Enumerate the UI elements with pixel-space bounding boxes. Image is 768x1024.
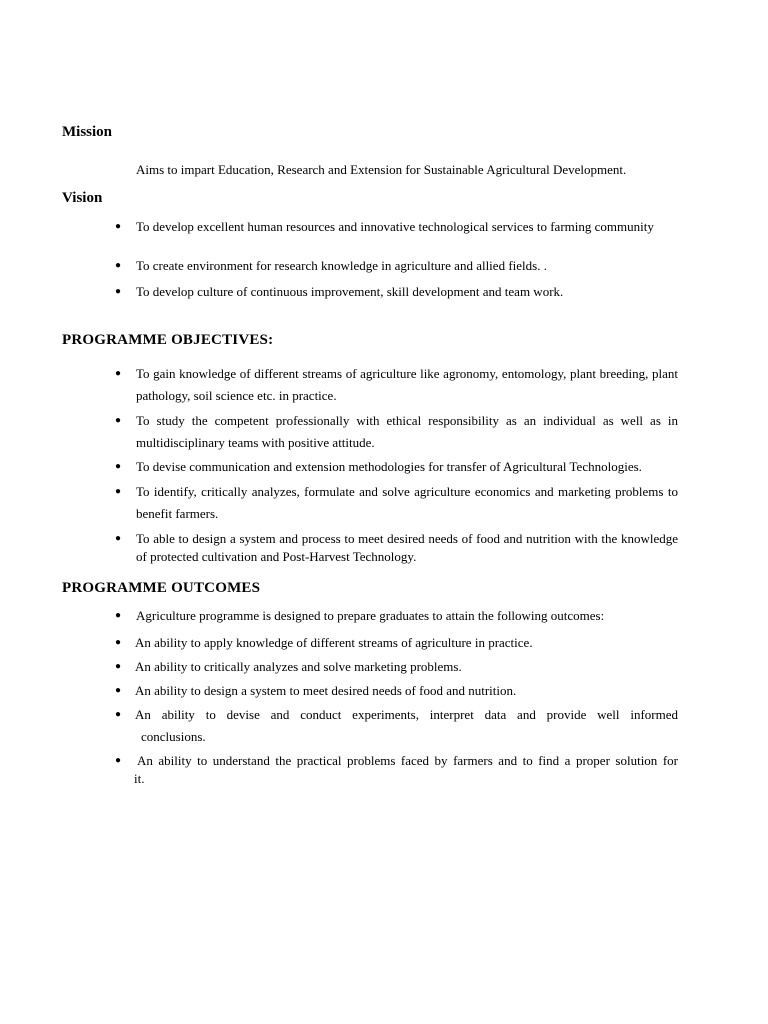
objective-item-text: To identify, critically analyzes, formulate and solve agriculture economics and marketing problems to benefit farmers. — [136, 484, 678, 521]
vision-item — [115, 218, 678, 236]
outcome-item — [115, 752, 678, 770]
outcome-item-text: An ability to critically analyzes and solve marketing problems. — [135, 659, 462, 674]
vision-item — [115, 283, 678, 301]
outcome-item-text: Agriculture programme is designed to prepare graduates to attain the following outcomes: — [136, 608, 605, 623]
vision-heading: Vision — [62, 190, 103, 206]
outcome-item — [115, 607, 678, 625]
mission-text: Aims to impart Education, Research and Extension for Sustainable Agricultural Development. — [136, 162, 627, 177]
bullet-icon: ● — [115, 709, 122, 720]
bullet-icon: ● — [115, 221, 122, 232]
vision-item-text: To develop culture of continuous improvement, skill development and team work. — [136, 284, 564, 299]
bullet-icon: ● — [115, 486, 122, 497]
bullet-icon: ● — [115, 637, 122, 648]
outcome-item — [115, 682, 678, 700]
objective-item — [115, 410, 678, 454]
objective-item — [115, 481, 678, 525]
bullet-icon: ● — [115, 415, 122, 426]
objective-item-text: To able to design a system and process to meet desired needs of food and nutrition with the knowledge of protected cultivation and Post-Harvest Technology. — [136, 531, 678, 564]
outcome-item — [115, 658, 678, 676]
outcome-item-text: An ability to design a system to meet desired needs of food and nutrition. — [135, 683, 517, 698]
vision-item-text: To create environment for research knowledge in agriculture and allied fields. . — [136, 258, 547, 273]
objective-item-text: To gain knowledge of different streams of agriculture like agronomy, entomology, plant breeding, plant pathology, soil science etc. in practice. — [136, 366, 678, 403]
bullet-icon: ● — [115, 661, 122, 672]
objective-item-text: To devise communication and extension methodologies for transfer of Agricultural Technologies. — [136, 459, 642, 474]
outcome-item — [115, 634, 678, 652]
bullet-icon: ● — [115, 461, 122, 472]
outcome-item-continuation: it. — [134, 771, 145, 786]
bullet-icon: ● — [115, 755, 122, 766]
bullet-icon: ● — [115, 260, 122, 271]
objective-item — [115, 456, 678, 478]
outcomes-heading: PROGRAMME OUTCOMES — [62, 580, 261, 596]
vision-item — [115, 257, 678, 275]
outcome-item-continuation: conclusions. — [141, 729, 206, 744]
bullet-icon: ● — [115, 610, 122, 621]
bullet-icon: ● — [115, 368, 122, 379]
objective-item — [115, 530, 678, 566]
objectives-heading: PROGRAMME OBJECTIVES: — [62, 332, 274, 348]
outcome-item-text: An ability to devise and conduct experiments, interpret data and provide well informed — [135, 707, 678, 722]
bullet-icon: ● — [115, 533, 122, 544]
objective-item-text: To study the competent professionally with ethical responsibility as an individual as well as in multidisciplinary teams with positive attitude. — [136, 413, 678, 450]
outcome-item-text: An ability to apply knowledge of different streams of agriculture in practice. — [135, 635, 533, 650]
outcome-item-text: An ability to understand the practical problems faced by farmers and to find a proper solution for — [137, 753, 678, 768]
mission-heading: Mission — [62, 124, 113, 140]
bullet-icon: ● — [115, 685, 122, 696]
outcome-item — [115, 706, 678, 724]
vision-item-text: To develop excellent human resources and innovative technological services to farming community — [136, 219, 654, 234]
bullet-icon: ● — [115, 286, 122, 297]
objective-item — [115, 363, 678, 407]
